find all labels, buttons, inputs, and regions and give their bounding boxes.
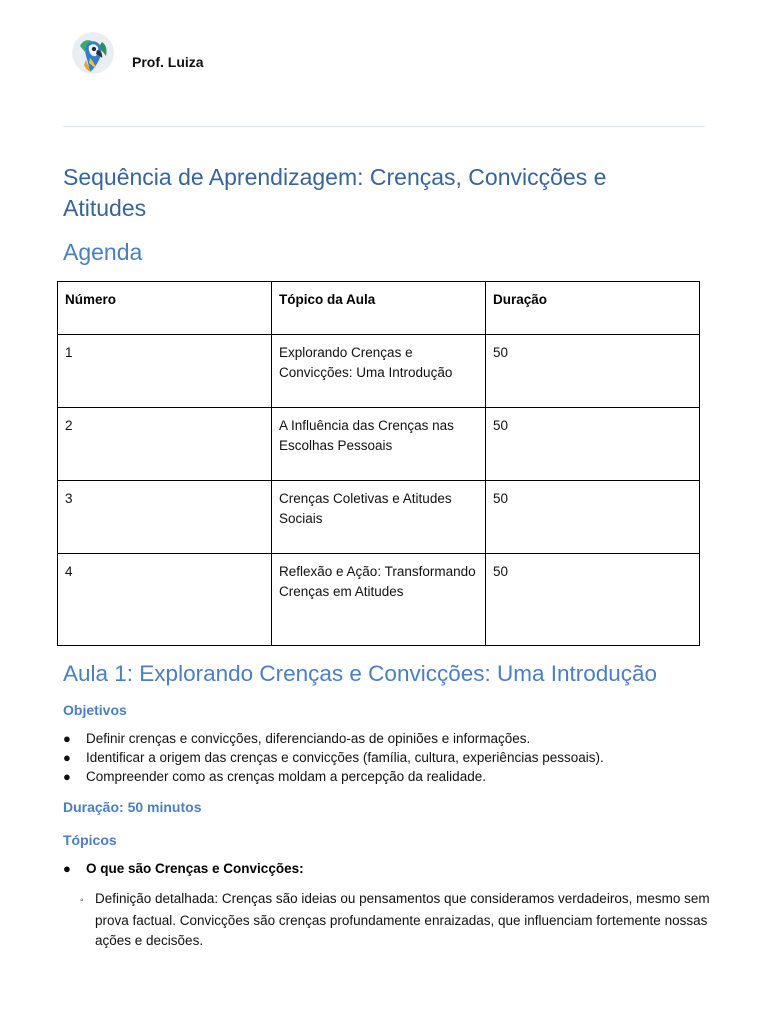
agenda-heading: Agenda (63, 239, 143, 265)
cell-duracao: 50 (486, 554, 700, 646)
duration-heading: Duração: 50 minutos (63, 799, 202, 815)
table-row (58, 335, 700, 408)
cell-topico: Explorando Crenças e Convicções: Uma Introdução (272, 335, 486, 408)
table-header-row (58, 282, 700, 335)
bullet-icon: ● (63, 769, 71, 784)
agenda-table (57, 281, 700, 646)
column-header-topico: Tópico da Aula (272, 282, 486, 335)
lesson-1-heading: Aula 1: Explorando Crenças e Convicções: Uma Introdução (63, 661, 658, 686)
table-row (58, 408, 700, 481)
bullet-icon: ● (63, 750, 71, 765)
cell-numero: 2 (58, 408, 272, 481)
cell-duracao: 50 (486, 335, 700, 408)
document-header (72, 30, 204, 76)
topic-title: O que são Crenças e Convicções: (86, 861, 304, 876)
column-header-numero: Número (58, 282, 272, 335)
document-title: Sequência de Aprendizagem: Crenças, Convicções e Atitudes (63, 164, 607, 221)
table-row (58, 481, 700, 554)
topic-detail (80, 889, 725, 951)
objectives-list (63, 729, 703, 786)
topic-item (63, 859, 304, 878)
bullet-icon: ● (63, 861, 71, 876)
cell-numero: 3 (58, 481, 272, 554)
table-row (58, 554, 700, 646)
circle-bullet-icon: ◦ (80, 895, 84, 906)
cell-duracao: 50 (486, 408, 700, 481)
objectives-heading: Objetivos (63, 702, 127, 718)
topic-detail-text: Definição detalhada: Crenças são ideias ou pensamentos que consideramos verdadeiros, mesmo sem prova factual. Convicções são crenças profundamente enraizadas, que influenciam fortemente nossas ações e decisões. (95, 891, 710, 948)
author-name: Prof. Luiza (132, 54, 204, 70)
cell-duracao: 50 (486, 481, 700, 554)
objective-text: Definir crenças e convicções, diferenciando-as de opiniões e informações. (86, 731, 531, 746)
column-header-duracao: Duração (486, 282, 700, 335)
cell-topico: Reflexão e Ação: Transformando Crenças em Atitudes (272, 554, 486, 646)
objective-text: Compreender como as crenças moldam a percepção da realidade. (86, 769, 486, 784)
topics-heading: Tópicos (63, 832, 117, 848)
cell-topico: A Influência das Crenças nas Escolhas Pessoais (272, 408, 486, 481)
cell-numero: 4 (58, 554, 272, 646)
objective-text: Identificar a origem das crenças e convicções (família, cultura, experiências pessoais). (86, 750, 604, 765)
bullet-icon: ● (63, 731, 71, 746)
cell-topico: Crenças Coletivas e Atitudes Sociais (272, 481, 486, 554)
parrot-avatar-icon (72, 32, 114, 74)
list-item (63, 767, 703, 786)
list-item (63, 748, 703, 767)
header-divider (63, 126, 705, 127)
cell-numero: 1 (58, 335, 272, 408)
list-item (63, 729, 703, 748)
